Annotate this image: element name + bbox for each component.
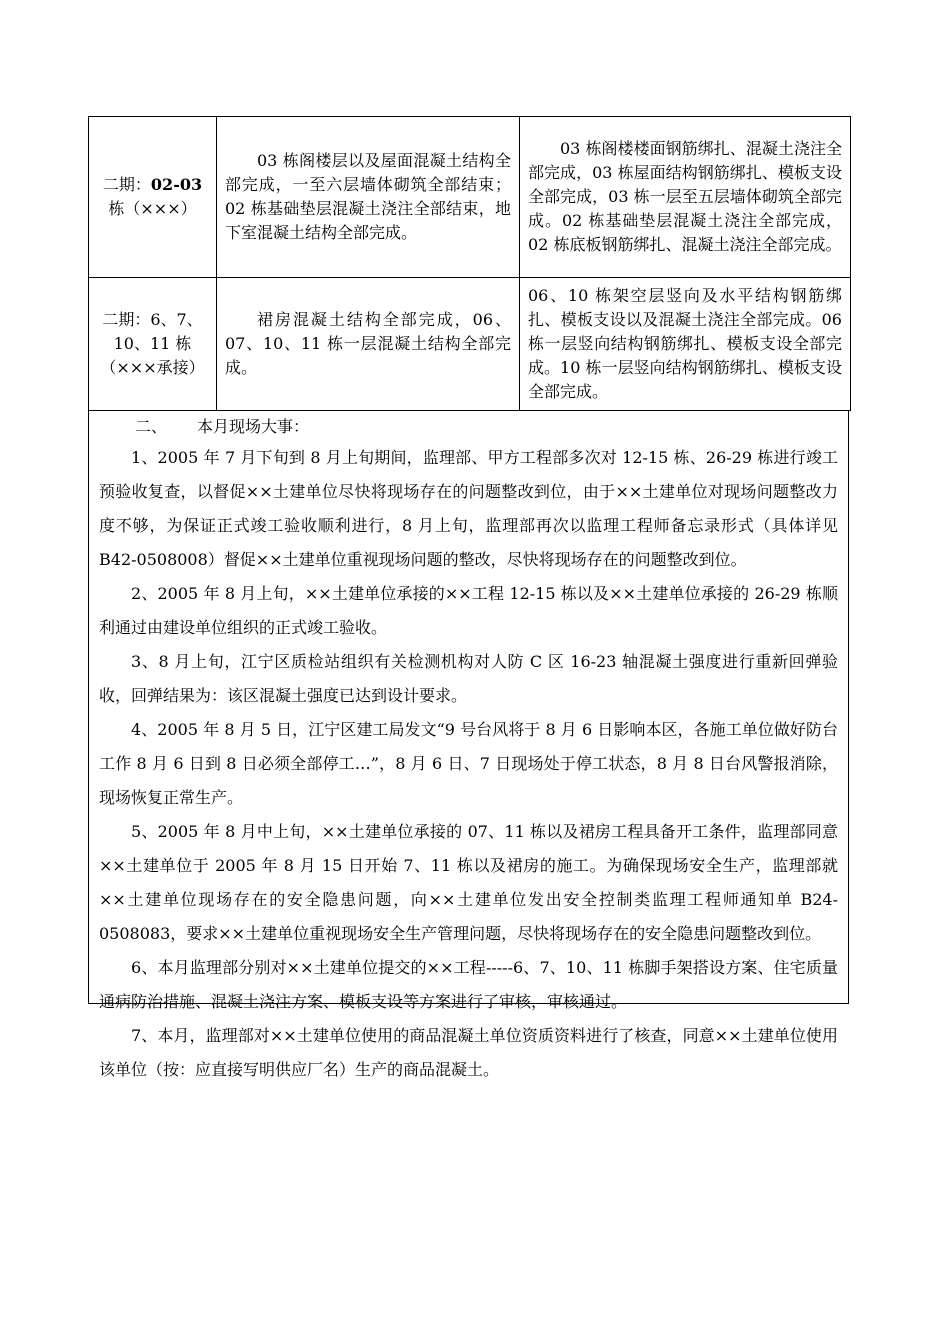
events-section bbox=[88, 411, 849, 1079]
document-page bbox=[88, 116, 849, 1079]
event-item: 5、2005 年 8 月中上旬，××土建单位承接的 07、11 栋以及裙房工程具备开工条件，监理部同意××土建单位于 2005 年 8 月 15 日开始 7、11 栋以及裙房的施工。为确保现场安全生产，监理部就××土建单位现场存在的安全隐患问题，向××土建单位发出安全控制类监理工程师通知单 B24-0508083，要求××土建单位重视现场安全生产管理问题，尽快将现场存在的安全隐患问题整改到位。 bbox=[99, 822, 838, 943]
this-month-text: 裙房混凝土结构全部完成，06、07、10、11 栋一层混凝土结构全部完成。 bbox=[225, 310, 511, 377]
phase-label: 二期：6、7、10、11 栋（×××承接） bbox=[100, 310, 205, 377]
event-item: 1、2005 年 7 月下旬到 8 月上旬期间，监理部、甲方工程部多次对 12-15 栋、26-29 栋进行竣工预验收复查，以督促××土建单位尽快将现场存在的问题整改到位，由于××土建单位对现场问题整改力度不够，为保证正式竣工验收顺利进行，8 月上旬，监理部再次以监理工程师备忘录形式（具体详见 B42-0508008）督促××土建单位重视现场问题的整改，尽快将现场存在的问题整改到位。 bbox=[99, 448, 838, 569]
this-month-cell bbox=[217, 117, 520, 278]
event-item: 4、2005 年 8 月 5 日，江宁区建工局发文“9 号台风将于 8 月 6 日影响本区，各施工单位做好防台工作 8 月 6 日到 8 日必须全部停工…”，8 月 6 日、7 日现场处于停工状态，8 月 8 日台风警报消除，现场恢复正常生产。 bbox=[99, 720, 838, 807]
next-month-text: 03 栋阁楼楼面钢筋绑扎、混凝土浇注全部完成，03 栋屋面结构钢筋绑扎、模板支设全部完成，03 栋一层至五层墙体砌筑全部完成。02 栋基础垫层混凝土浇注全部完成，02 栋底板钢筋绑扎、混凝土浇注全部完成。 bbox=[528, 139, 842, 254]
phase-cell bbox=[89, 278, 217, 411]
table-row bbox=[89, 278, 851, 411]
next-month-cell bbox=[520, 278, 851, 411]
events-heading: 二、 本月现场大事： bbox=[135, 417, 310, 436]
next-month-cell bbox=[520, 117, 851, 278]
event-item: 3、8 月上旬，江宁区质检站组织有关检测机构对人防 C 区 16-23 轴混凝土强度进行重新回弹验收，回弹结果为：该区混凝土强度已达到设计要求。 bbox=[99, 652, 838, 705]
progress-table bbox=[88, 116, 851, 411]
this-month-text: 03 栋阁楼层以及屋面混凝土结构全部完成，一至六层墙体砌筑全部结束；02 栋基础垫层混凝土浇注全部结束，地下室混凝土结构全部完成。 bbox=[225, 151, 511, 242]
phase-label: 二期：02-03 栋（×××） bbox=[102, 175, 203, 218]
phase-cell bbox=[89, 117, 217, 278]
table-row bbox=[89, 117, 851, 278]
event-item: 2、2005 年 8 月上旬，××土建单位承接的××工程 12-15 栋以及××土建单位承接的 26-29 栋顺利通过由建设单位组织的正式竣工验收。 bbox=[99, 584, 838, 637]
next-month-text: 06、10 栋架空层竖向及水平结构钢筋绑扎、模板支设以及混凝土浇注全部完成。06 栋一层竖向结构钢筋绑扎、模板支设全部完成。10 栋一层竖向结构钢筋绑扎、模板支设全部完成。 bbox=[528, 286, 842, 401]
event-item: 7、本月，监理部对××土建单位使用的商品混凝土单位资质资料进行了核查，同意××土建单位使用该单位（按：应直接写明供应厂名）生产的商品混凝土。 bbox=[99, 1026, 838, 1079]
event-item: 6、本月监理部分别对××土建单位提交的××工程-----6、7、10、11 栋脚手架搭设方案、住宅质量通病防治措施、混凝土浇注方案、模板支设等方案进行了审核，审核通过。 bbox=[99, 958, 838, 1011]
this-month-cell bbox=[217, 278, 520, 411]
